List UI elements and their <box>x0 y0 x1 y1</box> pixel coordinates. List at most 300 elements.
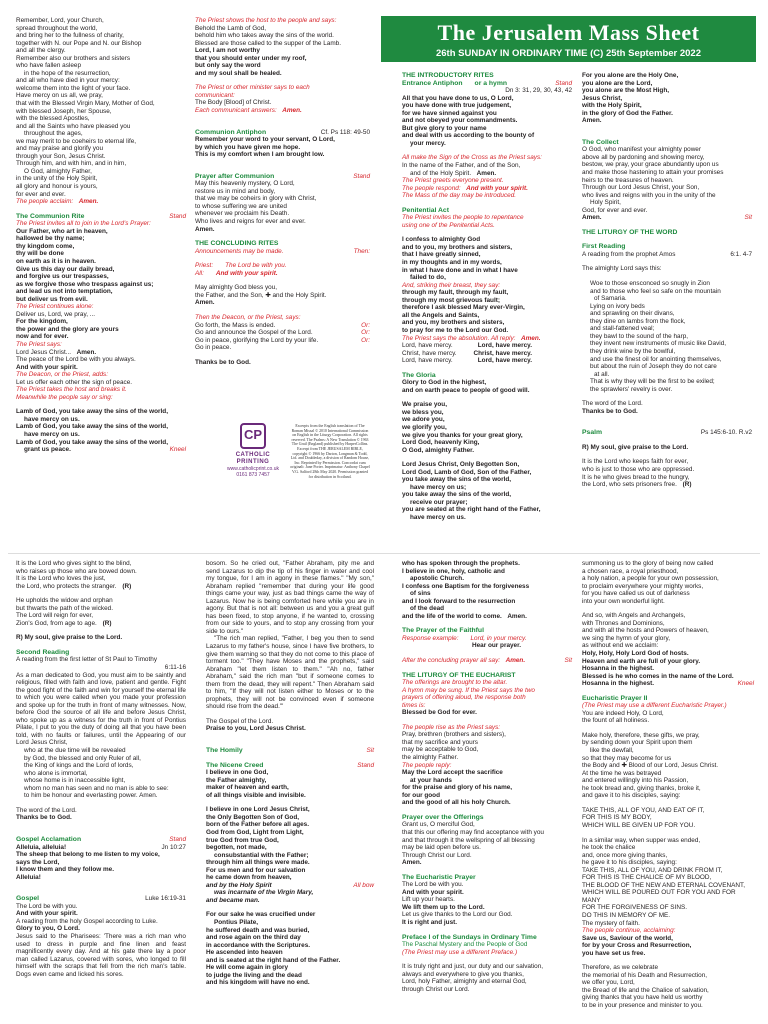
text-line <box>402 154 572 162</box>
line-text: and you, my brothers and sisters, <box>402 319 505 327</box>
line-text: Give us this day our daily bread, <box>16 265 115 273</box>
text-line <box>582 363 752 371</box>
line-text: but thwarts the path of the wicked. <box>16 604 113 612</box>
line-text: the Only Begotten Son of God, <box>206 813 300 821</box>
line-text: Lamb of God, you take away the sins of the world, <box>16 438 168 446</box>
line-text: and rose again on the third day <box>206 934 301 942</box>
text-line <box>582 560 754 568</box>
text-line <box>195 218 370 226</box>
spacer <box>402 867 572 874</box>
line-text: Lying on ivory beds <box>590 302 645 310</box>
line-text: of sins <box>410 590 431 598</box>
line-text: prayers of offering aloud, the response both <box>402 694 526 702</box>
section-heading <box>402 627 572 635</box>
line-text: Thanks be to God. <box>16 814 72 822</box>
text-line <box>16 568 186 576</box>
spacer <box>582 415 752 422</box>
text-line <box>582 710 754 718</box>
spacer <box>582 422 752 429</box>
line-text: through your Son, Jesus Christ. <box>16 152 106 160</box>
spacer <box>582 830 754 837</box>
line-text: Let us offer each other the sign of peace. <box>16 378 133 386</box>
line-text: I believe in one Lord Jesus Christ, <box>206 806 310 814</box>
text-line <box>402 439 572 447</box>
line-text: Thanks be to God. <box>195 358 251 366</box>
text-line <box>402 140 572 148</box>
spacer <box>16 888 186 895</box>
line-right-note: 6:11-16 <box>164 664 186 672</box>
line-text: begotten, not made, <box>206 844 267 852</box>
text-line <box>402 746 572 754</box>
text-line <box>16 85 186 93</box>
line-text: in accordance with the Scriptures. <box>206 941 311 949</box>
text-line <box>402 986 572 994</box>
line-text: The sheep that belong to me listen to my voice, <box>16 851 160 859</box>
line-text: The Priest greets everyone present. <box>402 177 504 185</box>
text-line <box>16 612 186 620</box>
text-line <box>582 635 754 643</box>
line-text: but only say the word <box>195 62 261 70</box>
line-text: that you should enter under my roof, <box>195 54 307 62</box>
spacer <box>16 590 186 597</box>
text-line <box>402 769 572 777</box>
line-text: says the Lord, <box>16 858 60 866</box>
text-line <box>582 874 754 882</box>
text-line <box>582 612 754 620</box>
text-line <box>16 762 186 770</box>
text-line <box>582 110 752 118</box>
cp-logo-icon: CP <box>240 423 266 449</box>
text-line <box>16 431 186 439</box>
line-text: throughout the ages, <box>24 130 83 138</box>
line-text: true God from true God, <box>206 836 279 844</box>
line-text: For the kingdom, <box>16 318 68 326</box>
text-line <box>402 401 572 409</box>
section-heading <box>582 695 754 703</box>
line-text: Deliver us, Lord, we pray, ... <box>16 310 96 318</box>
column-collect-liturgy-word <box>582 72 752 489</box>
text-line <box>16 228 186 236</box>
line-text: and use the finest oil for anointing themselves, <box>590 355 722 363</box>
line-text: For us men and for our salvation <box>206 866 306 874</box>
text-line <box>195 25 370 33</box>
text-line <box>195 70 370 78</box>
line-text: Pray, brethren (brothers and sisters), <box>402 731 506 739</box>
line-text: we bless you, <box>402 408 444 416</box>
line-text: THE CONCLUDING RITES <box>195 240 279 248</box>
text-line <box>16 32 186 40</box>
text-line <box>582 732 754 740</box>
text-line <box>582 117 752 125</box>
spacer <box>206 799 374 806</box>
line-text: the memorial of his Death and Resurrection, <box>582 971 708 979</box>
text-line <box>16 145 186 153</box>
line-inline-text: Lord, in your mercy. <box>470 634 527 642</box>
text-line <box>16 281 186 289</box>
line-text: with Thrones and Dominions, <box>582 619 665 627</box>
text-line <box>402 881 572 889</box>
text-line <box>582 303 752 311</box>
line-text: spread throughout the world, <box>16 24 98 32</box>
line-text: who at the due time will be revealed <box>24 747 126 755</box>
line-text: grant us peace. <box>24 446 71 454</box>
text-line <box>402 679 572 687</box>
line-response: (R) <box>680 481 692 489</box>
line-text: welcome them into the light of your face. <box>16 84 131 92</box>
line-text: have mercy on us. <box>410 513 466 521</box>
text-line <box>582 987 754 995</box>
text-line <box>16 371 186 379</box>
line-text: in the hope of the resurrection, <box>24 69 111 77</box>
line-text: they drink wine by the bowlful, <box>590 347 676 355</box>
line-text: the almighty Father. <box>402 754 459 762</box>
text-line <box>16 311 186 319</box>
text-line <box>16 220 186 228</box>
text-line <box>402 963 572 971</box>
section-heading <box>206 762 374 770</box>
line-inline-text: or a hymn <box>474 79 508 87</box>
text-line <box>582 280 752 288</box>
line-text: Amen. <box>195 299 215 307</box>
text-line <box>206 852 374 860</box>
line-text: Save us, Saviour of the world, <box>582 934 673 942</box>
line-text: he suffered death and was buried, <box>206 926 310 934</box>
line-text: Zion's God, from age to age. (R) <box>16 619 112 627</box>
text-line <box>582 295 752 303</box>
line-text: The Priest continues alone: <box>16 303 94 311</box>
text-line <box>16 364 186 372</box>
text-line <box>582 214 752 222</box>
spacer <box>195 159 370 166</box>
text-line <box>402 95 572 103</box>
text-line <box>206 934 374 942</box>
line-text: through him all things were made. <box>206 859 310 867</box>
line-text: Lord, I am not worthy <box>195 47 260 55</box>
text-line <box>16 25 186 33</box>
line-right-note: Stand <box>357 761 374 769</box>
text-line <box>402 461 572 469</box>
text-line <box>16 814 186 822</box>
text-line <box>16 296 186 304</box>
text-line <box>195 180 370 188</box>
text-line <box>582 288 752 296</box>
line-text: the Father almighty, <box>206 776 267 784</box>
text-line <box>582 408 752 416</box>
spacer <box>402 717 572 724</box>
text-line <box>582 444 752 452</box>
line-right-note: Sit <box>366 747 374 755</box>
text-line <box>582 717 754 725</box>
line-text: and forgive us our trespasses, <box>16 273 109 281</box>
text-line <box>582 920 754 928</box>
line-text: Lift up your hearts. <box>402 896 455 904</box>
text-line <box>16 656 186 664</box>
text-line <box>206 919 374 927</box>
line-text: they bawl to the sound of the harp, <box>590 332 689 340</box>
text-line <box>402 424 572 432</box>
line-text: The Gospel of the Lord. <box>206 717 274 725</box>
line-text: Christ, have mercy. <box>402 349 457 357</box>
line-text: In the name of the Father, and of the Son, <box>402 162 521 170</box>
line-text: R) My soul, give praise to the Lord. <box>582 443 689 451</box>
text-line <box>582 575 754 583</box>
line-text: A hymn may be sung. If the Priest says the two <box>402 686 535 694</box>
text-line <box>402 821 572 829</box>
text-line <box>16 439 186 447</box>
section-heading <box>402 934 572 942</box>
text-line <box>16 379 186 387</box>
line-text: O God, almighty Father. <box>402 446 475 454</box>
line-right-note: Cf. Ps 118: 49-50 <box>320 128 370 136</box>
line-text: The Lord be with you. <box>16 902 78 910</box>
text-line <box>16 333 186 341</box>
text-line <box>582 348 752 356</box>
spacer <box>582 236 752 243</box>
text-line <box>402 731 572 739</box>
text-line <box>582 658 754 666</box>
line-text: I believe in one, holy, catholic and <box>402 567 505 575</box>
text-line <box>582 837 754 845</box>
text-line <box>402 642 572 650</box>
column-introductory-rites <box>402 72 572 522</box>
line-text: The peace of the Lord be with you always. <box>16 356 136 364</box>
text-line <box>16 47 186 55</box>
line-text: who is just to those who are oppressed. <box>582 465 695 473</box>
line-right-note: Or: <box>361 329 370 337</box>
section-heading <box>402 80 572 88</box>
text-line <box>206 784 374 792</box>
text-line <box>195 136 370 144</box>
line-text: I believe in one God, <box>206 769 269 777</box>
line-text: FOR THIS IS MY BODY, <box>582 814 652 822</box>
text-line <box>402 117 572 125</box>
text-line <box>195 284 370 292</box>
line-right-note: Sit <box>744 214 752 222</box>
line-text: may be laid open before us. <box>402 844 481 852</box>
spacer <box>195 352 370 359</box>
text-line <box>402 185 572 193</box>
spacer <box>402 200 572 207</box>
text-line <box>206 889 374 897</box>
line-text: TAKE THIS, ALL OF YOU, AND EAT OF IT, <box>582 806 705 814</box>
line-text: Blessed be God for ever. <box>402 709 477 717</box>
text-line <box>195 55 370 63</box>
line-response: Lord, have mercy. <box>477 342 532 350</box>
text-line <box>206 725 374 733</box>
text-line <box>582 673 754 681</box>
text-line <box>16 423 186 431</box>
line-text: we may merit to be coeheirs to eternal life, <box>16 137 137 145</box>
line-text: now and for ever. <box>16 333 69 341</box>
line-text: The Lord will reign for ever, <box>16 612 94 620</box>
line-text: and my soul shall be healed. <box>195 69 282 77</box>
line-text: summoning us to the glory of being now called <box>582 560 714 567</box>
text-line <box>206 911 374 919</box>
line-text: they invent new instruments of music like David, <box>590 340 727 348</box>
section-heading <box>402 372 572 380</box>
spacer <box>16 642 186 649</box>
text-line <box>582 95 752 103</box>
line-text: Second Reading <box>16 648 70 656</box>
line-text: your mercy. <box>410 139 446 147</box>
text-line <box>402 297 572 305</box>
spacer <box>206 904 374 911</box>
text-line <box>16 349 186 357</box>
text-line <box>402 319 572 327</box>
text-line <box>582 859 754 867</box>
line-text: Through Christ our Lord. <box>402 851 472 859</box>
text-line <box>402 829 572 837</box>
line-text: consubstantial with the Father; <box>214 851 309 859</box>
line-text: I confess to almighty God <box>402 236 481 244</box>
line-text: For you alone are the Holy One, <box>582 72 679 79</box>
spacer <box>195 233 370 240</box>
text-line <box>402 110 572 118</box>
line-text: he took bread and, giving thanks, broke it, <box>582 784 701 792</box>
line-text: restore us in mind and body, <box>195 187 276 195</box>
line-text: The Body [Blood] of Christ. <box>195 99 272 107</box>
text-line <box>206 769 374 777</box>
text-line <box>402 342 572 350</box>
line-text: Holy Spirit, <box>590 199 621 207</box>
text-line <box>16 175 186 183</box>
line-text: He will come again in glory <box>206 964 289 972</box>
line-text: A reading from the prophet Amos <box>582 250 676 258</box>
line-text: by sending down your Spirit upon them <box>582 739 693 747</box>
text-line <box>402 335 572 343</box>
line-text: a holy nation, a people for your own possession, <box>582 575 719 583</box>
text-line <box>16 777 186 785</box>
text-line <box>206 897 374 905</box>
text-line <box>402 598 572 606</box>
text-line <box>402 896 572 904</box>
spacer <box>402 454 572 461</box>
text-line <box>582 927 754 935</box>
text-line <box>16 153 186 161</box>
line-right-note: Luke 16:19-31 <box>145 895 186 903</box>
line-text: to him be honour and everlasting power. Amen. <box>24 792 158 800</box>
line-text: R) My soul, give praise to the Lord. <box>16 634 123 642</box>
line-text: The Priest shows the host to the people and says: <box>195 17 337 24</box>
text-line <box>402 777 572 785</box>
line-text: and to those who feel so safe on the mountain <box>590 287 721 295</box>
text-line <box>206 792 374 800</box>
line-text: that my sacrifice and yours <box>402 738 479 746</box>
text-line <box>402 904 572 912</box>
text-line <box>582 192 752 200</box>
line-text: Then the Deacon, or the Priest, says: <box>195 313 301 321</box>
text-line <box>206 814 374 822</box>
spacer <box>16 627 186 634</box>
text-line <box>206 949 374 957</box>
text-line <box>582 620 754 628</box>
line-text: Lord God, Lamb of God, Son of the Father, <box>402 468 532 476</box>
line-right-note: Ps 145:6-10. R.v2 <box>700 429 752 437</box>
spacer <box>16 800 186 807</box>
line-text: and, once more giving thanks, <box>582 851 668 859</box>
text-line <box>16 108 186 116</box>
line-text: Go in peace, glorifying the Lord by your life. <box>195 336 319 344</box>
text-line <box>16 183 186 191</box>
text-line <box>402 605 572 613</box>
text-line <box>16 866 186 874</box>
spacer <box>402 650 572 657</box>
column-eucharistic-prayer <box>582 560 754 1010</box>
spacer <box>582 258 752 265</box>
text-line <box>402 784 572 792</box>
line-text: Jesus Christ, <box>582 94 623 102</box>
line-text: The people acclaim: Amen. <box>16 198 99 206</box>
text-line <box>16 318 186 326</box>
line-text: for you have called us out of darkness <box>582 590 690 598</box>
text-line <box>402 350 572 358</box>
line-text: Grant us, O merciful God, <box>402 821 475 829</box>
text-line <box>195 195 370 203</box>
line-text: who have fallen asleep <box>16 62 82 70</box>
text-line <box>206 844 374 852</box>
line-text: who lives and reigns with you in the unity of the <box>582 191 716 199</box>
line-text: through my most grievous fault; <box>402 296 500 304</box>
text-line <box>206 972 374 980</box>
line-text: The offerings are brought to the altar. <box>402 679 508 687</box>
line-text: we sing the hymn of your glory, <box>582 634 670 642</box>
text-line <box>582 199 752 207</box>
line-text: and that through it the wellspring of all blessing <box>402 836 535 844</box>
text-line <box>195 32 370 40</box>
spacer <box>195 166 370 173</box>
text-line <box>16 664 186 672</box>
copyright-notice: Excerpts from the English translation of The Roman Missal © 2010 International Commission on English in the Liturgy Corporation. All rights reserved. The Psalms: A New Translation © 1963 The Grail (England) published by HarperCollins. Excerpt from THE JERUSALEM BIBLE, copyright © 1966 by Darton, Longman & Todd, Ltd. and Doubleday, a division of Random House, Inc. Reprinted by Permission. Concordat cum originali: Jane Porter. Imprimatur: Anthony Chapel V.G. Salford 28th May 2020. Permission granted for distribution in Scotland. <box>290 424 370 479</box>
line-text: Jesus said to the Pharisees: 'There was a rich man who used to dress in purple and fine linen and feast magnificently every day. And at his gate there lay a poor man called Lazarus, covered with sores, who longed to fill himself with the scraps that fell from the rich man's table. Dogs even came and licked his sores. <box>16 932 186 978</box>
text-line <box>582 72 752 80</box>
line-text: to judge the living and the dead <box>206 971 302 979</box>
text-line <box>16 851 186 859</box>
text-line <box>582 146 752 154</box>
line-text: we glorify you, <box>402 423 447 431</box>
text-line <box>402 919 572 927</box>
line-text: Psalm <box>582 429 603 437</box>
line-text: that I have greatly sinned, <box>402 251 481 259</box>
line-text: of all things visible and invisible. <box>206 791 306 799</box>
line-text: Through him, and with him, and in him, <box>16 160 127 168</box>
text-line <box>16 597 186 605</box>
text-line <box>195 262 370 270</box>
line-text: the Bread of life and the Chalice of salvation, <box>582 986 709 994</box>
line-text: WHICH WILL BE GIVEN UP FOR YOU. <box>582 821 696 829</box>
spacer <box>206 733 374 740</box>
text-line <box>402 244 572 252</box>
line-text: And with your spirit. <box>16 910 78 918</box>
column-communion-concluding <box>195 17 370 366</box>
line-response: And with your spirit. <box>464 184 528 192</box>
line-text: who alone is immortal, <box>24 769 88 777</box>
line-text: and on earth peace to people of good will. <box>402 386 530 394</box>
line-right-note: All bow <box>353 881 374 889</box>
line-text: It is the Lord who loves the just, <box>16 575 106 583</box>
line-response: Amen. <box>504 657 526 665</box>
line-text: and lead us not into temptation, <box>16 288 113 296</box>
line-text: giving thanks that you have held us worthy <box>582 994 703 1002</box>
text-line <box>402 583 572 591</box>
text-line <box>402 162 572 170</box>
line-text: This is my comfort when I am brought low. <box>195 151 325 159</box>
text-line <box>582 87 752 95</box>
text-line <box>582 356 752 364</box>
spacer <box>402 620 572 627</box>
line-text: May the Lord accept the sacrifice <box>402 769 503 777</box>
text-line <box>16 910 186 918</box>
text-line <box>206 957 374 965</box>
